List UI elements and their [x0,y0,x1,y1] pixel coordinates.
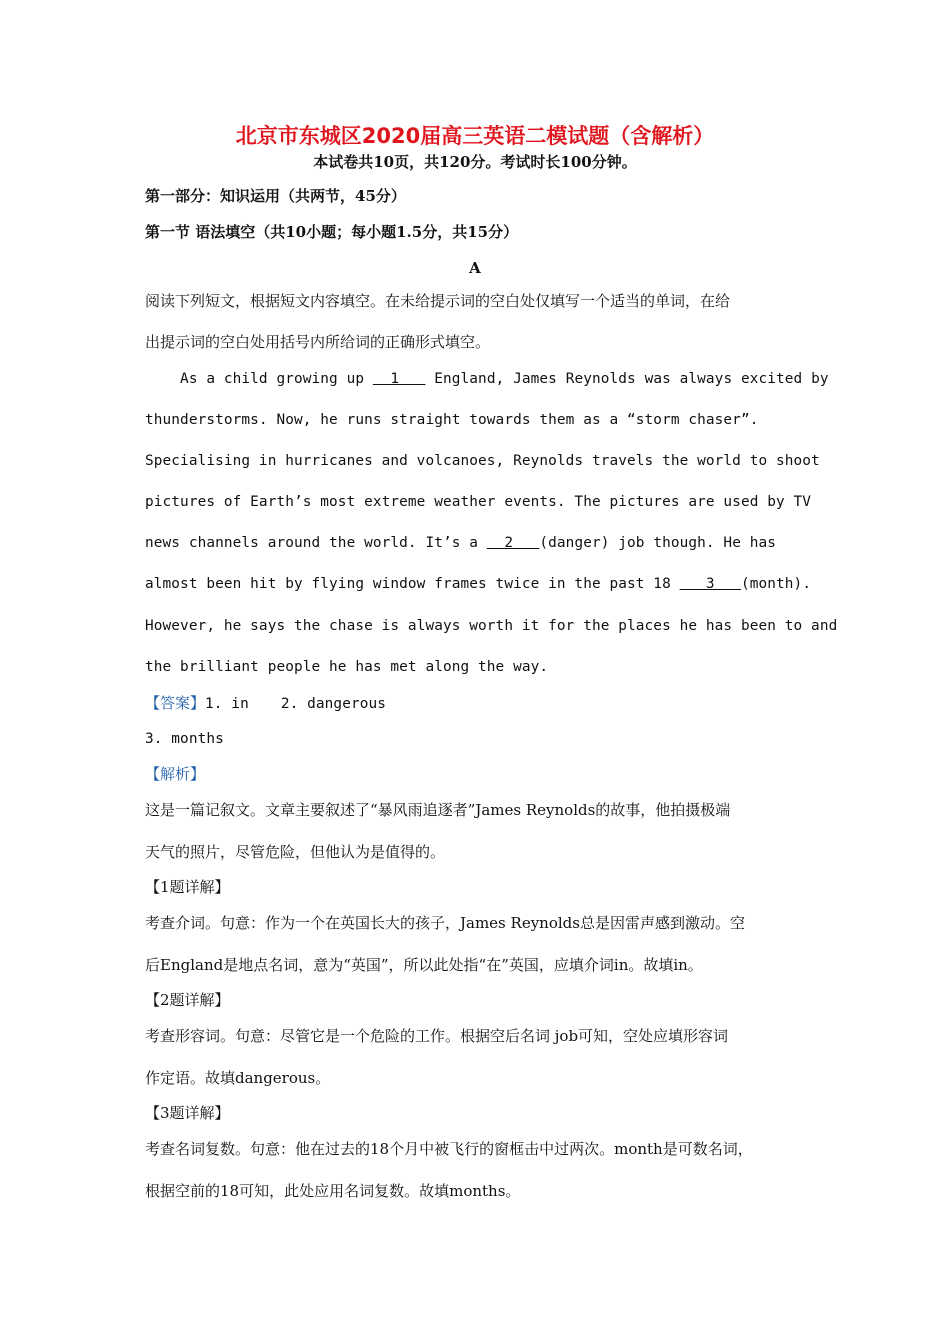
q1-heading: 【1题详解】 [145,878,230,896]
passage-text: (month). [740,576,812,592]
q1-explanation-line: 考查介词。句意：作为一个在英国长大的孩子，James Reynolds总是因雷声感到激动。空 [145,914,745,932]
blank-1: 1 [372,371,426,387]
instruction-line: 阅读下列短文，根据短文内容填空。在未给提示词的空白处仅填写一个适当的单词，在给 [145,292,731,310]
passage-line: pictures of Earth’s most extreme weather events. The pictures are used by TV [145,494,812,510]
answer-label: 【答案】 [145,694,206,712]
passage-line [145,369,829,389]
analysis-summary-line: 这是一篇记叙文。文章主要叙述了“暴风雨追逐者”James Reynolds的故事，他拍摄极端 [145,801,731,819]
answer-2: 2. dangerous [280,696,387,712]
q1-explanation-line: 后England是地点名词，意为“英国”，所以此处指“在”英国，应填介词in。故填in。 [145,956,703,974]
passage-letter: A [469,259,481,277]
instruction-line: 出提示词的空白处用括号内所给词的正确形式填空。 [145,333,491,351]
answer-3: 3. months [145,731,224,747]
passage-line: However, he says the chase is always worth it for the places he has been to and [145,618,838,634]
passage-text: England, James Reynolds was always excited by [425,371,829,387]
exam-info: 本试卷共10页，共120分。考试时长100分钟。 [313,153,637,171]
analysis-summary-line: 天气的照片，尽管危险，但他认为是值得的。 [145,843,446,861]
answer-1: 1. in [205,696,249,712]
passage-text: As a child growing up [145,371,373,387]
answer-line [145,693,386,714]
q2-explanation-line: 考查形容词。句意：尽管它是一个危险的工作。根据空后名词 job可知，空处应填形容词 [145,1027,729,1045]
blank-2: 2 [486,535,540,551]
section1-heading: 第一节 语法填空（共10小题；每小题1.5分，共15分） [145,223,519,241]
passage-line: thunderstorms. Now, he runs straight towards them as a “storm chaser”. [145,412,759,428]
passage-text: (danger) job though. He has [539,535,777,551]
passage-text: news channels around the world. It’s a [145,535,487,551]
passage-line: the brilliant people he has met along the way. [145,659,549,675]
q3-explanation-line: 考查名词复数。句意：他在过去的18个月中被飞行的窗框击中过两次。month是可数名词， [145,1140,753,1158]
q3-heading: 【3题详解】 [145,1104,230,1122]
q3-explanation-line: 根据空前的18可知，此处应用名词复数。故填months。 [145,1182,521,1200]
analysis-label: 【解析】 [145,765,206,783]
passage-line [145,574,811,594]
q2-explanation-line: 作定语。故填dangerous。 [145,1069,331,1087]
passage-text: almost been hit by flying window frames twice in the past 18 [145,576,680,592]
part1-heading: 第一部分：知识运用（共两节，45分） [145,187,406,205]
passage-line: Specialising in hurricanes and volcanoes, Reynolds travels the world to shoot [145,453,820,469]
q2-heading: 【2题详解】 [145,991,230,1009]
blank-3: 3 [679,576,741,592]
passage-line [145,533,776,553]
document-title: 北京市东城区2020届高三英语二模试题（含解析） [235,124,715,148]
